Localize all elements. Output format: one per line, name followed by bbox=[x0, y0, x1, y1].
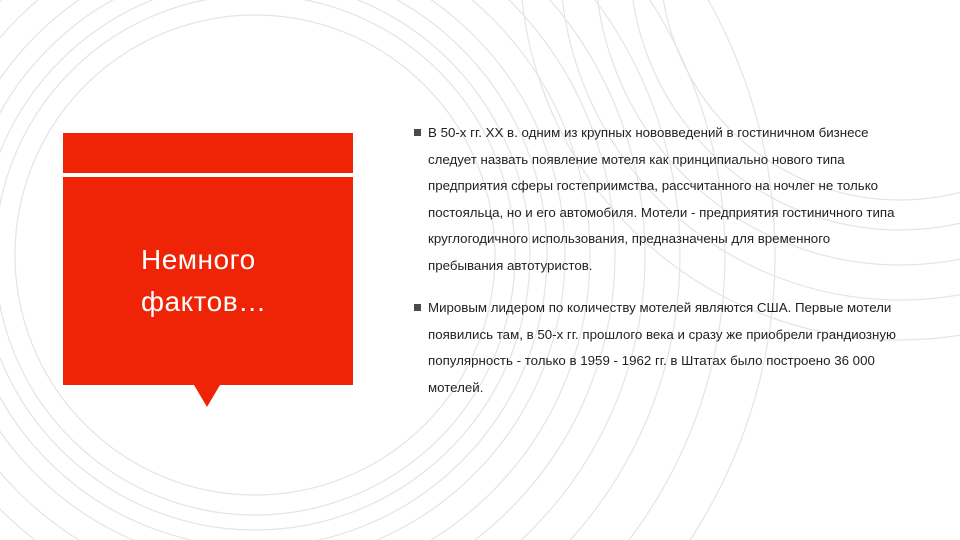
list-item bbox=[412, 120, 902, 279]
slide-title-line-2: фактов… bbox=[141, 286, 267, 317]
panel-top-strip bbox=[63, 133, 353, 173]
square-bullet-icon bbox=[414, 129, 421, 136]
slide-title bbox=[141, 239, 341, 323]
title-panel bbox=[63, 133, 353, 385]
slide-title-line-1: Немного bbox=[141, 244, 256, 275]
list-item bbox=[412, 295, 902, 401]
square-bullet-icon bbox=[414, 304, 421, 311]
bullet-list bbox=[412, 120, 902, 417]
bullet-text: В 50-х гг. XX в. одним из крупных нововведений в гостиничном бизнесе следует назвать появление мотеля как принципиально нового типа предприятия сферы гостеприимства, рассчитанного на ночлег не только постояльца, но и его автомобиля. Мотели - предприятия гостиничного типа круглогодичного использования, предназначены для временного пребывания автотуристов. bbox=[428, 125, 895, 273]
panel-pointer-triangle bbox=[194, 385, 220, 407]
bullet-text: Мировым лидером по количеству мотелей являются США. Первые мотели появились там, в 50-х гг. прошлого века и сразу же приобрели грандиозную популярность - только в 1959 - 1962 гг. в Штатах было построено 36 000 мотелей. bbox=[428, 300, 896, 395]
